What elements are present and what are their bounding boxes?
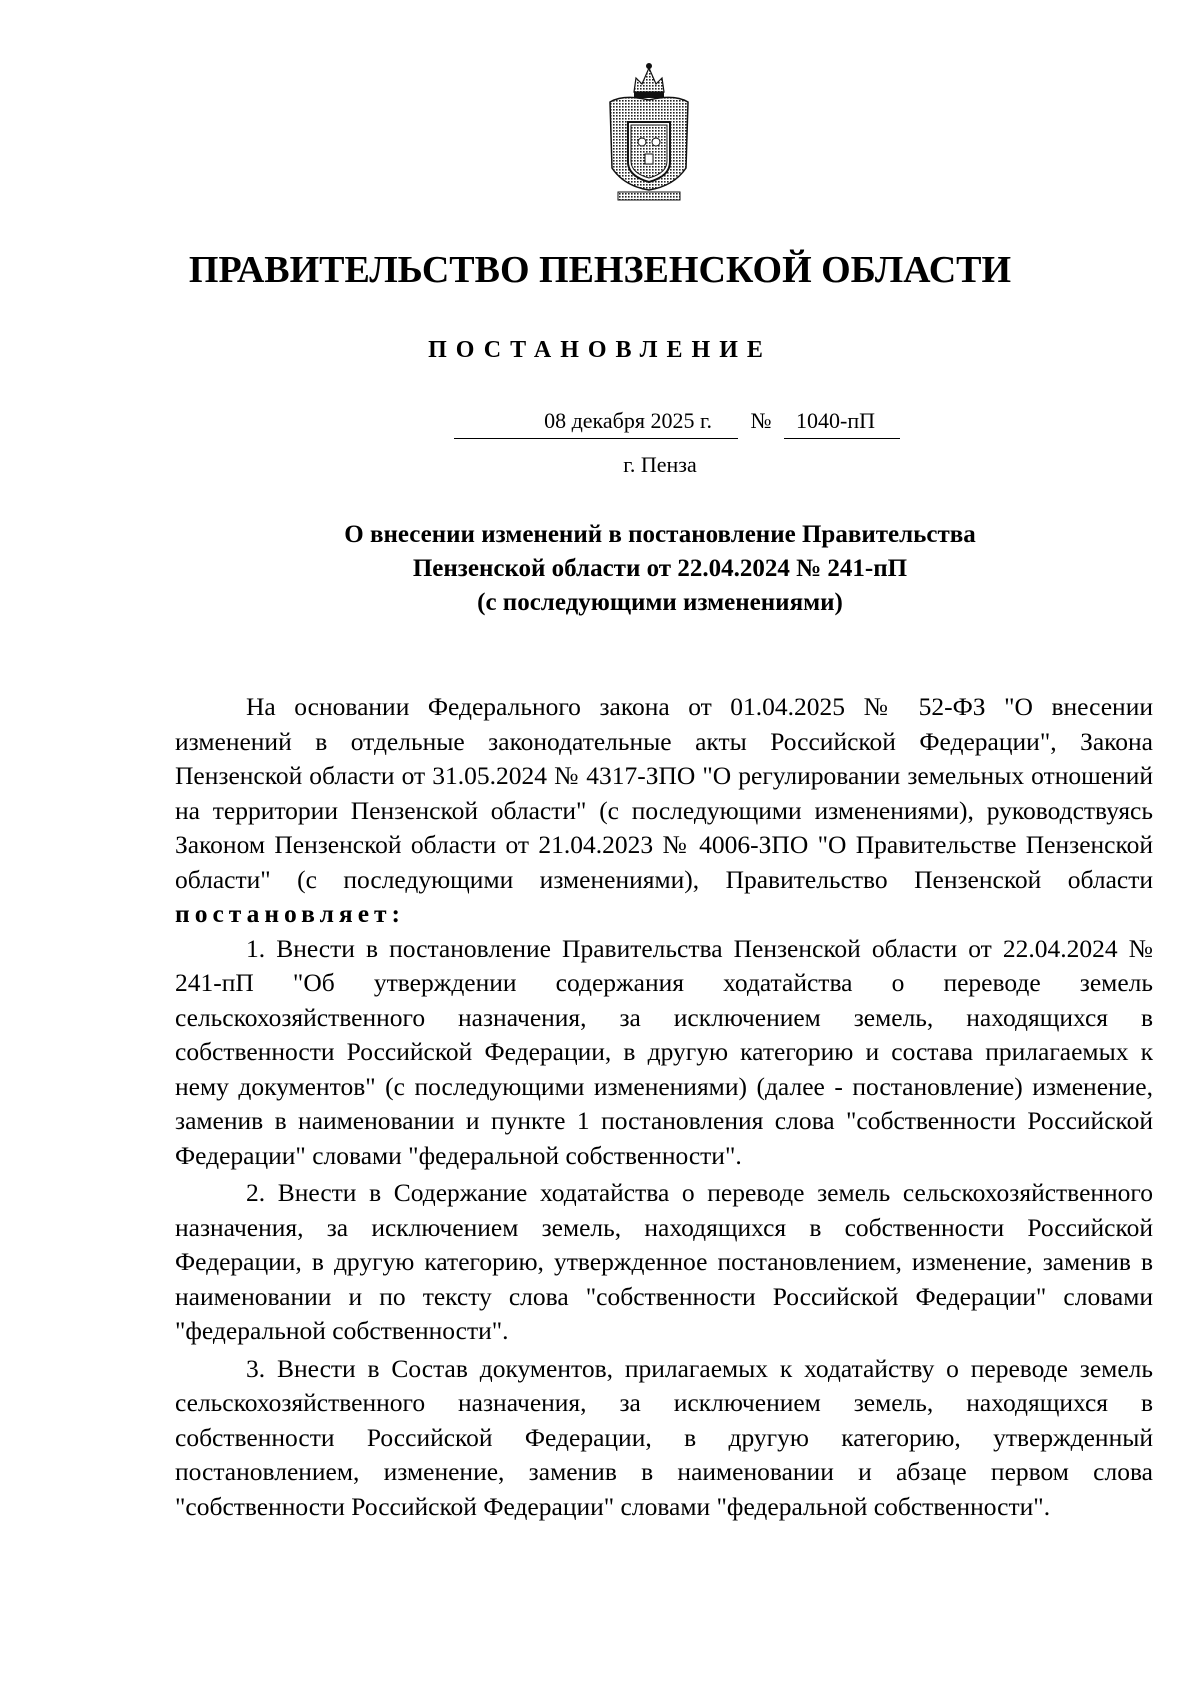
- document-subject: [250, 518, 1070, 620]
- subject-line-2: Пензенской области от 22.04.2024 № 241-пП: [412, 555, 908, 582]
- document-body: [175, 690, 1153, 1524]
- subject-line-3: (с последующими изменениями): [477, 589, 843, 616]
- number-sign: №: [750, 408, 772, 433]
- subject-line-1: О внесении изменений в постановление Правительства: [344, 521, 976, 548]
- document-number: 1040-пП: [796, 408, 875, 433]
- preamble-paragraph: [175, 690, 1153, 932]
- coat-of-arms-icon: [604, 58, 694, 208]
- date-field: [454, 408, 738, 439]
- preamble-text: На основании Федерального закона от 01.04.2025 № 52-ФЗ "О внесении изменений в отдельные законодательные акты Российской Федерации", Закона Пензенской области от 31.05.2024 № 4317-ЗПО "О регулировании земельных отношений на территории Пензенской области" (с последующими изменениями), руководствуясь Законом Пензенской области от 21.04.2023 № 4006-ЗПО "О Правительстве Пензенской области" (с последующими изменениями), Правительство Пензенской области: [175, 692, 1153, 894]
- number-field: [784, 408, 900, 439]
- decree-word: постановляет:: [175, 899, 406, 928]
- item-paragraph-3: 3. Внести в Состав документов, прилагаемых к ходатайству о переводе земель сельскохозяйственного назначения, за исключением земель, находящихся в собственности Российской Федерации, в другую категорию, утвержденный постановлением, изменение, заменив в наименовании и абзаце первом слова "собственности Российской Федерации" словами "федеральной собственности".: [175, 1353, 1153, 1521]
- item-paragraph-2: 2. Внести в Содержание ходатайства о переводе земель сельскохозяйственного назначения, за исключением земель, находящихся в собственности Российской Федерации, в другую категорию, утвержденное постановлением, изменение, заменив в наименовании и по тексту слова "собственности Российской Федерации" словами "федеральной собственности".: [175, 1178, 1153, 1345]
- document-type: ПОСТАНОВЛЕНИЕ: [428, 337, 772, 363]
- document-date: 08 декабря 2025 г.: [544, 408, 712, 433]
- item-paragraph-1: 1. Внести в постановление Правительства Пензенской области от 22.04.2024 № 241-пП "Об утверждении содержания ходатайства о переводе земель сельскохозяйственного назначения, за исключением земель, находящихся в собственности Российской Федерации, в другую категорию и состава прилагаемых к нему документов" (с последующими изменениями) (далее - постановление) изменение, заменив в наименовании и пункте 1 постановления слова "собственности Российской Федерации" словами "федеральной собственности".: [175, 933, 1153, 1170]
- organization-title: ПРАВИТЕЛЬСТВО ПЕНЗЕНСКОЙ ОБЛАСТИ: [188, 249, 1012, 291]
- city: г. Пенза: [623, 452, 697, 477]
